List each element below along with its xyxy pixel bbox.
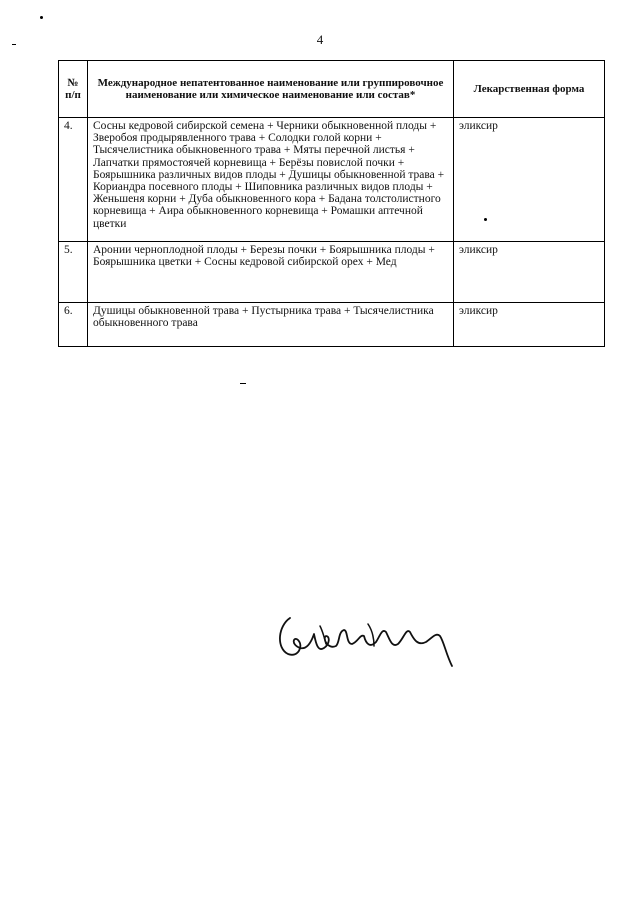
table-row [59,303,605,347]
table-header-row [59,61,605,118]
header-form: Лекарственная форма [454,61,605,118]
signature [268,600,468,680]
row-form: эликсир [454,118,605,242]
row-form: эликсир [454,303,605,347]
row-num: 5. [59,242,88,303]
drug-table [58,60,605,347]
scan-speck [40,16,43,19]
row-name: Аронии черноплодной плоды + Березы почки + Боярышника плоды + Боярышника цветки + Сосны кедровой сибирской орех + Мед [88,242,454,303]
scan-speck [484,218,487,221]
row-form: эликсир [454,242,605,303]
scan-mark [240,383,246,384]
header-name: Международное непатентованное наименование или группировочное наименование или химическое наименование или состав* [88,61,454,118]
row-name: Сосны кедровой сибирской семена + Черники обыкновенной плоды + Зверобоя продырявленного трава + Солодки голой корни + Тысячелистника обыкновенного трава + Мяты перечной листья + Лапчатки прямостоячей корневища + Берёзы повислой почки + Боярышника различных видов плоды + Душицы обыкновенной трава + Кориандра посевного плоды + Шиповника различных видов плоды + Женьшеня корни + Дуба обыкновенного кора + Бадана толстолистного корневища + Аира обыкновенного корневища + Ромашки аптечной цветки [88,118,454,242]
row-name: Душицы обыкновенной трава + Пустырника трава + Тысячелистника обыкновенного трава [88,303,454,347]
table-row [59,118,605,242]
page-number: 4 [316,32,324,47]
row-num: 4. [59,118,88,242]
header-num: № п/п [59,61,88,118]
scan-mark [12,44,16,45]
table-row [59,242,605,303]
row-num: 6. [59,303,88,347]
